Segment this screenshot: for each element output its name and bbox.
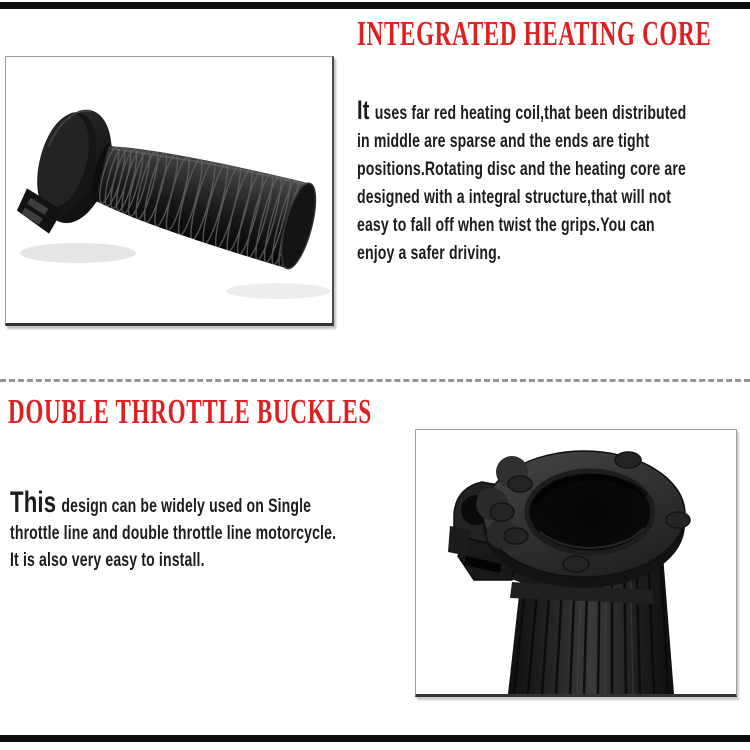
heated-grip-photo-frame [5, 56, 334, 326]
throttle-buckle-photo [416, 430, 736, 694]
text-line: easy to fall off when twist the grips.You can [357, 215, 655, 236]
section2-lead-word: This [10, 486, 57, 519]
text-line: in middle are sparse and the ends are tight [357, 131, 650, 152]
section2-paragraph [10, 486, 337, 574]
text-line: It is also very easy to install. [10, 550, 205, 571]
section1-paragraph [357, 96, 686, 268]
section2-first-line: design can be widely used on Single [61, 496, 312, 517]
text-line: enjoy a safer driving. [357, 243, 501, 264]
text-line: positions.Rotating disc and the heating core are [357, 159, 686, 180]
section1-lead-word: It [357, 95, 370, 125]
dashed-divider [0, 379, 750, 382]
throttle-buckle-photo-frame [415, 429, 737, 697]
text-line: throttle line and double throttle line motorcycle. [10, 523, 337, 544]
section1-lines [357, 128, 686, 268]
top-divider-bar [0, 2, 750, 9]
text-line [10, 486, 336, 520]
section1-first-line: uses far red heating coil,that been distributed [374, 103, 687, 124]
heated-grip-photo [6, 57, 332, 323]
section2-title: DOUBLE THROTTLE BUCKLES [8, 392, 372, 431]
text-line [357, 96, 686, 128]
text-line: designed with a integral structure,that will not [357, 187, 672, 208]
section1-title: INTEGRATED HEATING CORE [357, 14, 712, 53]
section2-lines [10, 520, 336, 574]
bottom-divider-bar [0, 735, 750, 742]
